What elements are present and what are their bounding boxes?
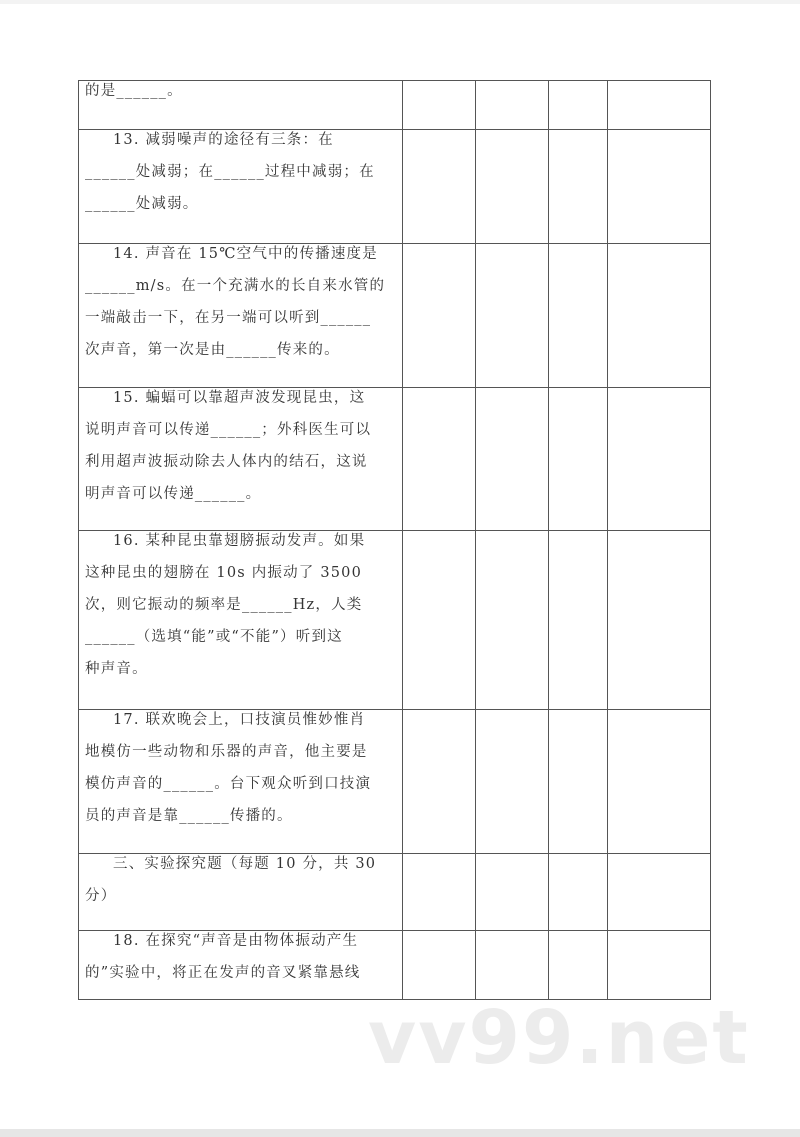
text-line: 次，则它振动的频率是______Hz，人类 <box>85 597 363 613</box>
question-15 <box>85 382 400 510</box>
question-18 <box>85 925 400 989</box>
text-line: 14. 声音在 15℃空气中的传播速度是 <box>113 246 378 262</box>
top-edge <box>0 0 800 4</box>
text-line: 18. 在探究“声音是由物体振动产生 <box>113 933 359 949</box>
question-13 <box>85 124 400 220</box>
text-line: 模仿声音的______。台下观众听到口技演 <box>85 776 372 792</box>
column-divider <box>475 81 476 999</box>
column-divider <box>548 81 549 999</box>
text-line: 种声音。 <box>85 661 148 677</box>
text-line: 的”实验中，将正在发声的音叉紧靠悬线 <box>85 965 361 981</box>
text-line: ______m/s。在一个充满水的长自来水管的 <box>85 278 386 294</box>
text-line: 次声音，第一次是由______传来的。 <box>85 342 340 358</box>
text-line: 明声音可以传递______。 <box>85 486 262 502</box>
section-3-heading <box>85 848 400 912</box>
text-line: 三、实验探究题（每题 10 分，共 30 <box>113 856 377 872</box>
question-17 <box>85 704 400 832</box>
text-line: 利用超声波振动除去人体内的结石，这说 <box>85 454 368 470</box>
text-line: 这种昆虫的翅膀在 10s 内振动了 3500 <box>85 565 363 581</box>
question-table <box>78 80 711 1000</box>
text-line: 16. 某种昆虫靠翅膀振动发声。如果 <box>113 533 366 549</box>
text-line: 17. 联欢晚会上，口技演员惟妙惟肖 <box>113 712 366 728</box>
question-14 <box>85 238 400 366</box>
text-line: 的是______。 <box>85 83 183 99</box>
text-line: 分） <box>85 888 117 904</box>
text-line: 员的声音是靠______传播的。 <box>85 808 293 824</box>
question-12-tail <box>85 75 400 107</box>
watermark: vv99.net <box>368 995 750 1081</box>
text-line: 地模仿一些动物和乐器的声音，他主要是 <box>85 744 368 760</box>
column-divider <box>402 81 403 999</box>
text-line: ______处减弱。 <box>85 196 199 212</box>
text-line: 一端敲击一下，在另一端可以听到______ <box>85 310 372 326</box>
question-16 <box>85 525 400 685</box>
text-line: 说明声音可以传递______；外科医生可以 <box>85 422 372 438</box>
column-divider <box>607 81 608 999</box>
text-line: ______（选填“能”或“不能”）听到这 <box>85 629 343 645</box>
text-line: 13. 减弱噪声的途径有三条：在 <box>113 132 334 148</box>
text-line: 15. 蝙蝠可以靠超声波发现昆虫，这 <box>113 390 366 406</box>
bottom-edge <box>0 1129 800 1137</box>
text-line: ______处减弱；在______过程中减弱；在 <box>85 164 375 180</box>
